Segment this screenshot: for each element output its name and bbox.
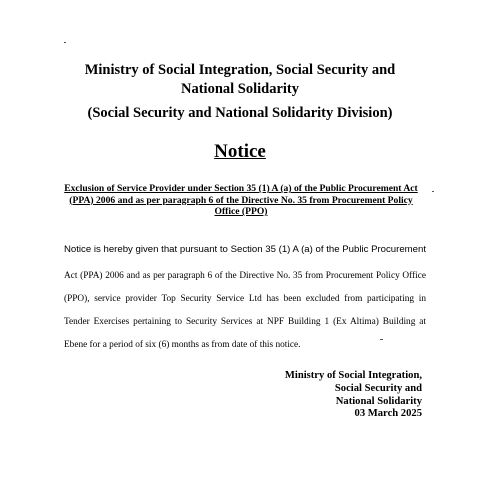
subject-line: Office (PPO) — [214, 206, 268, 217]
notice-subject — [58, 183, 424, 218]
body-line: Notice is hereby given that pursuant to Section 35 (1) A (a) of the Public Procurement — [64, 244, 426, 255]
division-name: (Social Security and National Solidarity Division) — [87, 105, 393, 121]
body-line: Act (PPA) 2006 and as per paragraph 6 of the Directive No. 35 from Procurement Policy Office — [64, 271, 426, 281]
signature-line-3: National Solidarity — [335, 396, 422, 407]
subject-line: Exclusion of Service Provider under Section 35 (1) A (a) of the Public Procurement Act — [64, 183, 418, 194]
body-line: Tender Exercises pertaining to Security Services at NPF Building 1 (Ex Altima) Building at — [64, 317, 426, 327]
subject-line: (PPA) 2006 and as per paragraph 6 of the Directive No. 35 from Procurement Policy — [69, 194, 413, 206]
ministry-name-line-2: National Solidarity — [180, 81, 300, 97]
ministry-name-line-1: Ministry of Social Integration, Social Security and — [84, 62, 396, 78]
body-line: (PPO), service provider Top Security Service Ltd has been excluded from participating in — [64, 294, 426, 304]
scan-speck — [432, 191, 434, 192]
signature-line-1: Ministry of Social Integration, — [284, 370, 422, 381]
signature-line-2: Social Security and — [334, 383, 422, 394]
scan-speck — [64, 42, 66, 43]
notice-title: Notice — [214, 141, 266, 162]
signature-date: 03 March 2025 — [354, 408, 422, 419]
body-line: Ebene for a period of six (6) months as from date of this notice. — [64, 340, 301, 350]
